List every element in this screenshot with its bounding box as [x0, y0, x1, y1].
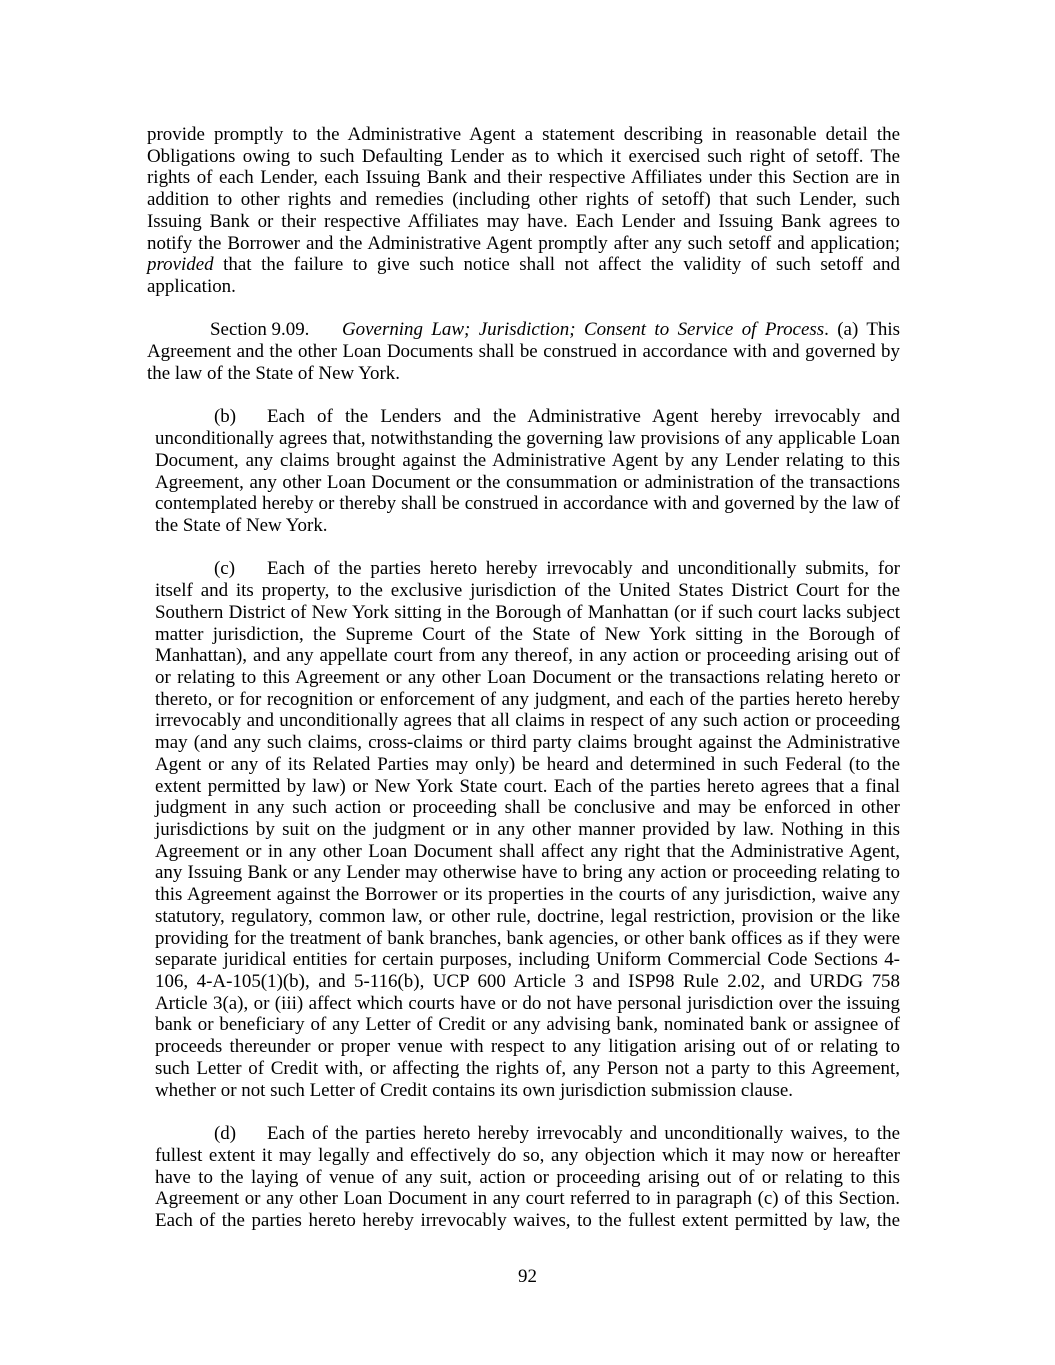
- page-number: 92: [518, 1266, 537, 1287]
- section-heading-text: [342, 319, 900, 341]
- text-line: [155, 1014, 900, 1036]
- line-text: irrevocably and unconditionally agrees that all claims in respect of any such action or proceeding: [155, 710, 900, 732]
- line-text: Agreement, any other Loan Document or the consummation or administration of the transactions: [155, 471, 900, 493]
- subsection-a-start: . (a) This: [824, 319, 901, 341]
- line-text: the law of the State of New York.: [147, 362, 400, 384]
- text-line: [155, 1210, 900, 1232]
- line-text: Obligations owing to such Defaulting Lender as to which it exercised such right of setoff. The: [147, 145, 900, 167]
- text-line: [155, 776, 900, 798]
- text-line: [155, 754, 900, 776]
- line-text: this Agreement against the Borrower or its properties in the courts of any jurisdiction, waive any: [155, 884, 900, 906]
- line-text: may (and any such claims, cross-claims or third party claims brought against the Administrative: [155, 732, 900, 754]
- line-text: Agreement and the other Loan Documents shall be construed in accordance with and governed by: [147, 341, 900, 363]
- line-text: fullest extent it may legally and effectively do so, any objection which it may now or hereafter: [155, 1144, 900, 1166]
- text-line: [155, 645, 900, 667]
- subsection-b-first-line: [155, 406, 900, 428]
- line-text: such Letter of Credit with, or affecting the rights of, any Person not a party to this Agreement,: [155, 1057, 900, 1079]
- line-text: 106, 4-A-105(1)(b), and 5-116(b), UCP 600 Article 3 and ISP98 Rule 2.02, and URDG 758: [155, 971, 900, 993]
- line-text: jurisdictions by suit on the judgment or in any other manner provided by law. Nothing in this: [155, 819, 900, 840]
- subsection-c: [155, 558, 900, 1101]
- line-text: the State of New York.: [155, 514, 328, 536]
- line-text: Article 3(a), or (iii) affect which courts have or do not have personal jurisdiction over the issuing: [155, 992, 900, 1014]
- text-line: [155, 971, 900, 993]
- line-text: whether or not such Letter of Credit contains its own jurisdiction submission clause.: [155, 1079, 793, 1101]
- line-text: any Issuing Bank or any Lender may otherwise have to bring any action or proceeding relating to: [155, 862, 900, 884]
- text-line: [147, 341, 900, 363]
- text-line: [147, 189, 900, 211]
- line-text: Agent or any of its Related Parties may only) be heard and determined in such Federal (to the: [155, 753, 900, 775]
- text-line: [155, 841, 900, 863]
- line-text: Each of the Lenders and the Administrative Agent hereby irrevocably and: [267, 406, 900, 428]
- line-text: proceeds thereunder or proper venue with respect to any litigation arising out of or relating to: [155, 1036, 900, 1058]
- line-text: Agreement or any other Loan Document in any court referred to in paragraph (c) of this Section.: [155, 1188, 900, 1210]
- text-line: [155, 667, 900, 689]
- line-text: Issuing Bank or their respective Affiliates may have. Each Lender and Issuing Bank agrees to: [147, 210, 900, 232]
- section-number: Section 9.09.: [210, 319, 310, 341]
- text-line: [155, 689, 900, 711]
- subsection-c-body: [155, 580, 900, 1101]
- text-line: [155, 884, 900, 906]
- continued-paragraph: [147, 124, 900, 298]
- text-line: [155, 624, 900, 646]
- text-line: [155, 928, 900, 950]
- line-text: Each of the parties hereto hereby irrevocably waives, to the fullest extent permitted by law, the: [155, 1209, 900, 1231]
- emphasized-word: provided: [147, 254, 214, 276]
- text-line: [155, 1080, 900, 1102]
- subsection-d-first-line: [155, 1123, 900, 1145]
- text-line: [155, 710, 900, 732]
- text-line: [155, 949, 900, 971]
- line-text: Each of the parties hereto hereby irrevocably and unconditionally waives, to the: [267, 1123, 900, 1145]
- text-line: [155, 515, 900, 537]
- text-line: [155, 1036, 900, 1058]
- subsection-c-first-line: [155, 558, 900, 580]
- line-text: thereto, or for recognition or enforcement of any judgment, and each of the parties hereto hereby: [155, 688, 900, 710]
- line-text: or relating to this Agreement or any other Loan Document or the transactions relating hereto or: [155, 666, 900, 688]
- text-line: [155, 602, 900, 624]
- line-text: unconditionally agrees that, notwithstanding the governing law provisions of any applicable Loan: [155, 428, 900, 450]
- text-line: [155, 450, 900, 472]
- line-text: Manhattan), and any appellate court from any thereof, in any action or proceeding arising out of: [155, 645, 900, 667]
- text-line: [155, 819, 900, 841]
- text-line: [147, 167, 900, 189]
- text-line: [155, 428, 900, 450]
- text-line: [147, 233, 900, 255]
- text-line: [155, 797, 900, 819]
- subsection-b: [155, 406, 900, 536]
- text-line: [155, 493, 900, 515]
- subsection-label: (c): [214, 558, 236, 580]
- line-text: provide promptly to the Administrative Agent a statement describing in reasonable detail the: [147, 124, 900, 145]
- page-body: [0, 124, 1055, 1253]
- line-text: providing for the treatment of bank branches, bank agencies, or other bank offices as if they were: [155, 927, 900, 949]
- line-text: Each of the parties hereto hereby irrevocably and unconditionally submits, for: [267, 558, 900, 580]
- text-line: [155, 472, 900, 494]
- section-heading-line: [147, 319, 900, 341]
- text-line: [147, 363, 900, 385]
- text-line: [155, 993, 900, 1015]
- line-text: Document, any claims brought against the Administrative Agent by any Lender relating to this: [155, 449, 900, 471]
- subsection-d: [155, 1123, 900, 1232]
- text-line: [147, 276, 900, 298]
- line-text: bank or beneficiary of any Letter of Credit or any advising bank, nominated bank or assignee of: [155, 1014, 900, 1036]
- section-title: Governing Law; Jurisdiction; Consent to Service of Process: [342, 319, 825, 341]
- line-text: rights of each Lender, each Issuing Bank and their respective Affiliates under this Section are in: [147, 167, 900, 189]
- text-line: [155, 732, 900, 754]
- line-text: notify the Borrower and the Administrative Agent promptly after any such setoff and application;: [147, 232, 900, 254]
- line-text: extent permitted by law) or New York State court. Each of the parties hereto agrees that a final: [155, 775, 900, 797]
- section-9-09: [147, 319, 900, 384]
- subsection-d-body: [155, 1145, 900, 1232]
- text-line: [155, 580, 900, 602]
- line-text: addition to other rights and remedies (including other rights of setoff) that such Lender, such: [147, 189, 900, 211]
- line-text: have to the laying of venue of any suit, action or proceeding arising out of or relating to this: [155, 1166, 900, 1188]
- text-line: [147, 146, 900, 168]
- line-text: judgment in any such action or proceeding shall be conclusive and may be enforced in other: [155, 797, 900, 819]
- line-text: separate juridical entities for certain purposes, including Uniform Commercial Code Sections 4-: [155, 949, 900, 971]
- text-line: [155, 1058, 900, 1080]
- line-text: Southern District of New York sitting in the Borough of Manhattan (or if such court lacks subject: [155, 601, 900, 623]
- text-line: [155, 862, 900, 884]
- line-text-rest: that the failure to give such notice shall not affect the validity of such setoff and: [213, 254, 900, 276]
- text-line: [155, 1188, 900, 1210]
- line-text: matter jurisdiction, the Supreme Court of the State of New York sitting in the Borough of: [155, 623, 900, 645]
- text-line: [147, 254, 900, 276]
- line-text: statutory, regulatory, common law, or other rule, doctrine, legal restriction, provision or the like: [155, 905, 900, 927]
- text-line: [155, 906, 900, 928]
- text-line: [155, 1145, 900, 1167]
- section-9-09-body: [147, 341, 900, 384]
- text-line: [147, 211, 900, 233]
- line-text: contemplated hereby or thereby shall be construed in accordance with and governed by the law of: [155, 493, 900, 515]
- subsection-b-body: [155, 428, 900, 537]
- line-text: itself and its property, to the exclusive jurisdiction of the United States District Court for the: [155, 580, 900, 602]
- line-text: application.: [147, 276, 236, 298]
- line-text: [147, 254, 900, 276]
- subsection-label: (d): [214, 1123, 237, 1145]
- line-text: Agreement or in any other Loan Document shall affect any right that the Administrative Agent,: [155, 840, 900, 862]
- text-line: [147, 124, 900, 146]
- text-line: [155, 1167, 900, 1189]
- subsection-label: (b): [214, 406, 237, 428]
